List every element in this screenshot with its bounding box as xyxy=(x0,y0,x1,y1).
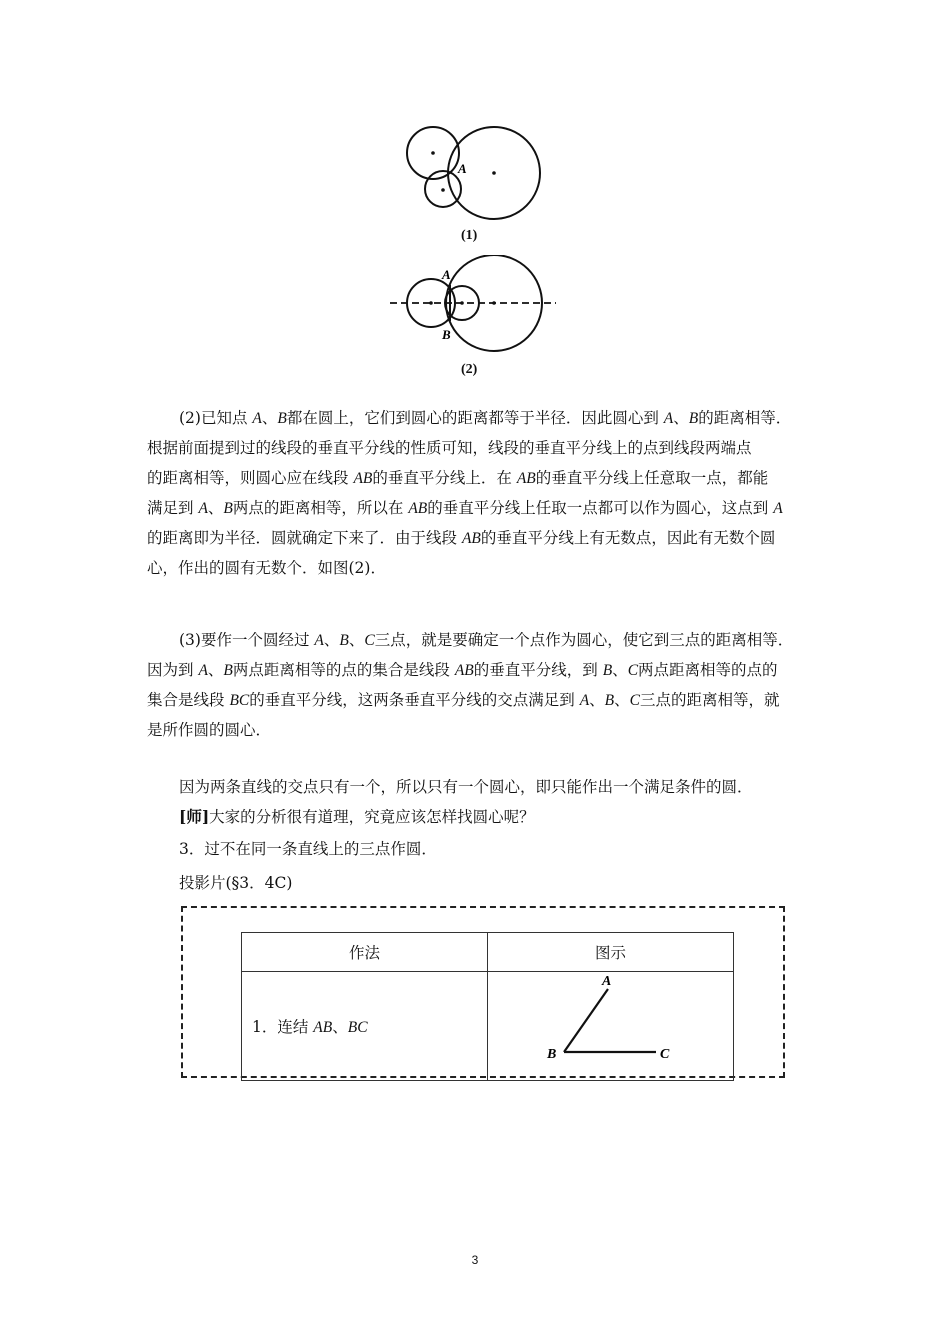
figure-2-caption: (2) xyxy=(461,362,478,377)
step-1-text: 1．连结 AB、BC xyxy=(242,972,488,1081)
diagram-label-a: A xyxy=(602,974,612,989)
paragraph-2-line-3: 的距离相等，则圆心应在线段 AB的垂直平分线上．在 AB的垂直平分线上任意取一点，都能 xyxy=(147,469,769,487)
figure-1 xyxy=(395,118,565,228)
step-1-diagram xyxy=(488,972,734,1081)
figure-1-caption: (1) xyxy=(461,228,478,243)
diagram-label-c: C xyxy=(660,1047,670,1062)
teacher-tag: [师] xyxy=(179,807,210,826)
method-table xyxy=(241,932,734,1081)
paragraph-3-line-2: 因为到 A、B两点距离相等的点的集合是线段 AB的垂直平分线，到 B、C两点距离相等的点的 xyxy=(147,661,778,679)
fig1-label-a: A xyxy=(458,161,467,176)
fig2-label-a: A xyxy=(442,267,451,282)
paragraph-2-line-2: 根据前面提到过的线段的垂直平分线的性质可知，线段的垂直平分线上的点到线段两端点 xyxy=(147,439,752,457)
paragraph-4: 因为两条直线的交点只有一个，所以只有一个圆心，即只能作出一个满足条件的圆． xyxy=(179,778,753,796)
header-method: 作法 xyxy=(242,933,488,972)
paragraph-5: [师]大家的分析很有道理，究竟应该怎样找圆心呢？ xyxy=(179,807,535,826)
paragraph-3-line-4: 是所作圆的圆心． xyxy=(147,721,272,739)
header-diagram: 图示 xyxy=(488,933,734,972)
projection-slide-box xyxy=(181,906,785,1078)
paragraph-3-line-3: 集合是线段 BC的垂直平分线，这两条垂直平分线的交点满足到 A、B、C三点的距离相等，就 xyxy=(147,691,780,709)
paragraph-2-line-4: 满足到 A、B两点的距离相等，所以在 AB的垂直平分线上任取一点都可以作为圆心，这点到 A xyxy=(147,499,783,517)
diagram-label-b: B xyxy=(547,1047,557,1062)
paragraph-2-line-1: (2)已知点 A、B都在圆上，它们到圆心的距离都等于半径．因此圆心到 A、B的距离相等． xyxy=(179,409,792,427)
paragraph-3-line-1: (3)要作一个圆经过 A、B、C三点，就是要确定一个点作为圆心，使它到三点的距离相等． xyxy=(179,631,794,649)
paragraph-7: 投影片(§3．4C) xyxy=(179,874,293,892)
fig2-label-b: B xyxy=(442,327,451,342)
paragraph-6: 3．过不在同一条直线上的三点作圆． xyxy=(179,840,437,858)
page-number: 3 xyxy=(471,1253,479,1267)
paragraph-2-line-6: 心，作出的圆有无数个．如图(2)． xyxy=(147,559,386,577)
paragraph-2 xyxy=(147,403,817,583)
figure-2 xyxy=(386,255,561,355)
paragraph-2-line-5: 的距离即为半径．圆就确定下来了．由于线段 AB的垂直平分线上有无数点，因此有无数个圆 xyxy=(147,529,776,547)
paragraph-3 xyxy=(147,625,817,745)
